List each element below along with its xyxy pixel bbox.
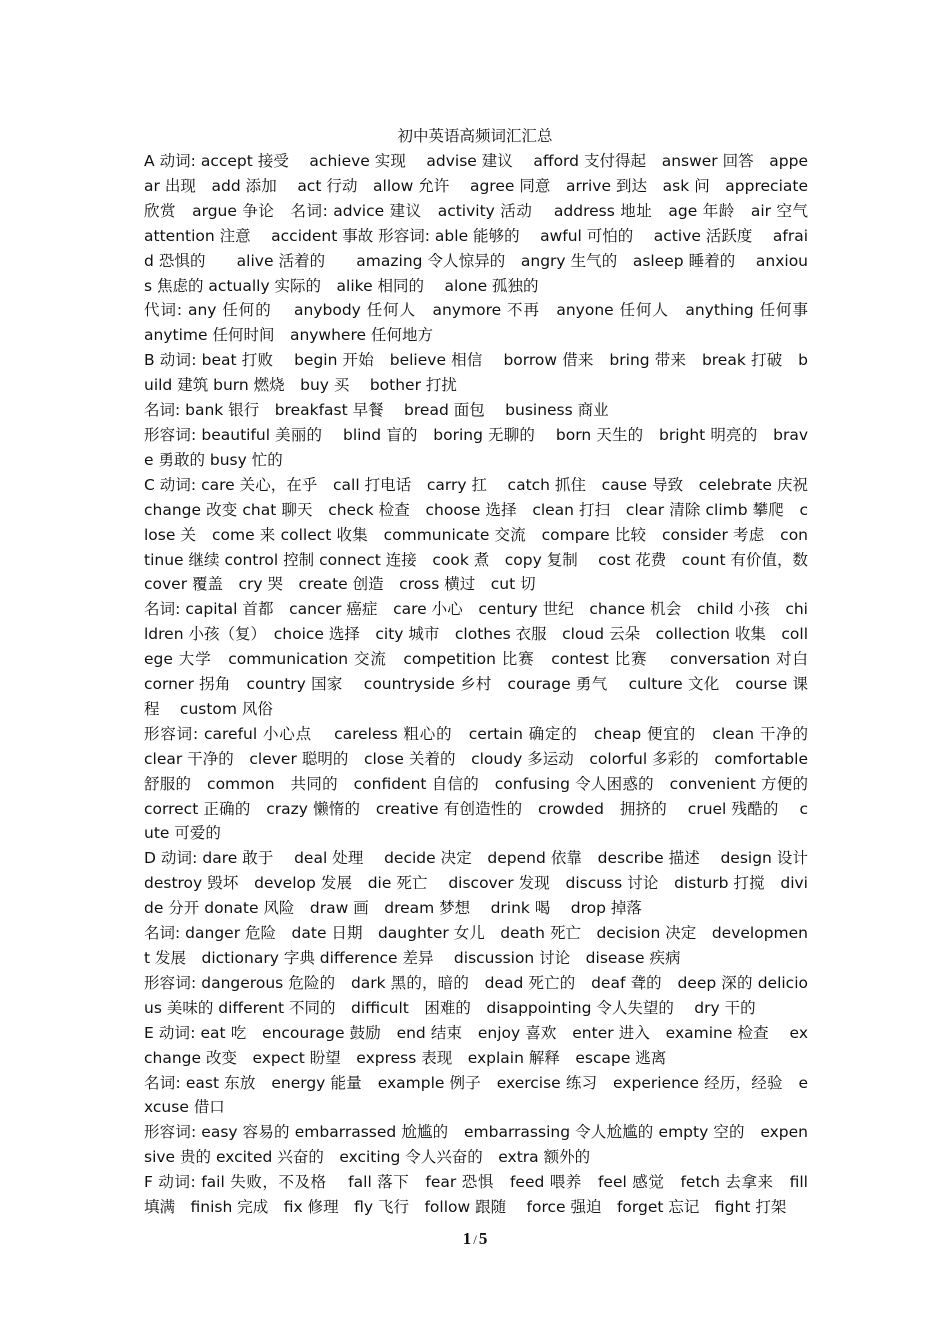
paragraph-e-adjectives: 形容词: easy 容易的 embarrassed 尬尴的 embarrassing 令人尬尴的 empty 空的 expensive 贵的 excited 兴奋的 exciting 令人兴奋的 extra 额外的 bbox=[144, 1123, 808, 1167]
paragraph-d-nouns: 名词: danger 危险 date 日期 daughter 女儿 death 死亡 decision 决定 development 发展 dictionary 字典 difference 差异 discussion 讨论 disease 疾病 bbox=[144, 924, 808, 967]
document-body bbox=[144, 149, 829, 1220]
paragraph-e-nouns: 名词: east 东放 energy 能量 example 例子 exercise 练习 experience 经历，经验 excuse 借口 bbox=[144, 1073, 808, 1117]
paragraph-pronouns: 代词: any 任何的 anybody 任何人 anymore 不再 anyone 任何人 anything 任何事 anytime 任何时间 anywhere 任何地方 bbox=[144, 301, 824, 345]
paragraph-c-adjectives: 形容词: careful 小心点 careless 粗心的 certain 确定的 cheap 便宜的 clean 干净的 clear 干净的 clever 聪明的 close 关着的 cloudy 多运动 colorful 多彩的 comfortable 舒服的 common 共同的 confident 自信的 confusing 令人困惑的 convenient 方便的 correct 正确的 crazy 懒惰的 creative 有创造性的 crowded 拥挤的 cruel 残酷的 cute 可爱的 bbox=[144, 724, 829, 843]
paragraph-d-verbs: D 动词: dare 敢于 deal 处理 decide 决定 depend 依靠 describe 描述 design 设计 destroy 毁坏 develop 发展 die 死亡 discover 发现 discuss 讨论 disturb 打搅 divide 分开 donate 风险 draw 画 dream 梦想 drink 喝 drop 掉落 bbox=[144, 849, 824, 918]
paragraph-c-verbs: C 动词: care 关心，在乎 call 打电话 carry 扛 catch 抓住 cause 导致 celebrate 庆祝 change 改变 chat 聊天 check 检查 choose 选择 clean 打扫 clear 清除 climb 攀爬 close 关 come 来 collect 收集 communicate 交流 compare 比较 consider 考虑 continue 继续 control 控制 connect 连接 cook 煮 copy 复制 cost 花费 count 有价值，数 cover 覆盖 cry 哭 create 创造 cross 横过 cut 切 bbox=[144, 475, 824, 594]
page-total: 5 bbox=[478, 1229, 488, 1248]
page-separator: / bbox=[473, 1232, 477, 1247]
paragraph-b-verbs: B 动词: beat 打败 begin 开始 believe 相信 borrow 借来 bring 带来 break 打破 build 建筑 burn 燃烧 buy 买 bother 打扰 bbox=[144, 351, 808, 395]
paragraph-f-verbs: F 动词: fail 失败，不及格 fall 落下 fear 恐惧 feed 喂养 feel 感觉 fetch 去拿来 fill 填满 finish 完成 fix 修理 fly 飞行 follow 跟随 force 强迫 forget 忘记 fight 打架 bbox=[144, 1173, 808, 1217]
document-title: 初中英语高频词汇汇总 bbox=[397, 127, 553, 145]
paragraph-b-nouns: 名词: bank 银行 breakfast 早餐 bread 面包 business 商业 bbox=[144, 401, 609, 420]
paragraph-c-nouns: 名词: capital 首都 cancer 癌症 care 小心 century 世纪 chance 机会 child 小孩 children 小孩（复） choice 选择 city 城市 clothes 衣服 cloud 云朵 collection 收集 college 大学 communication 交流 competition 比赛 contest 比赛 conversation 对白 corner 拐角 country 国家 countryside 乡村 courage 勇气 culture 文化 course 课程 custom 风俗 bbox=[144, 600, 824, 718]
paragraph-a-words: A 动词: accept 接受 achieve 实现 advise 建议 afford 支付得起 answer 回答 appear 出现 add 添加 act 行动 allow 允许 agree 同意 arrive 到达 ask 问 appreciate 欣赏 argue 争论 名词: advice 建议 activity 活动 address 地址 age 年龄 air 空气 attention 注意 accident 事故 形容词: able 能够的 awful 可怕的 active 活跃度 afraid 恐惧的 alive 活着的 amazing 令人惊异的 angry 生气的 asleep 睡着的 anxious 焦虑的 actually 实际的 alike 相同的 alone 孤独的 bbox=[144, 152, 824, 295]
page-number bbox=[0, 1227, 950, 1252]
page-current: 1 bbox=[462, 1229, 472, 1248]
paragraph-b-adjectives: 形容词: beautiful 美丽的 blind 盲的 boring 无聊的 born 天生的 bright 明亮的 brave 勇敢的 busy 忙的 bbox=[144, 425, 808, 469]
paragraph-e-verbs: E 动词: eat 吃 encourage 鼓励 end 结束 enjoy 喜欢 enter 进入 examine 检查 exchange 改变 expect 盼望 express 表现 explain 解释 escape 逃离 bbox=[144, 1023, 808, 1067]
paragraph-d-adjectives: 形容词: dangerous 危险的 dark 黑的，暗的 dead 死亡的 deaf 聋的 deep 深的 delicious 美味的 different 不同的 difficult 困难的 disappointing 令人失望的 dry 干的 bbox=[144, 973, 808, 1017]
